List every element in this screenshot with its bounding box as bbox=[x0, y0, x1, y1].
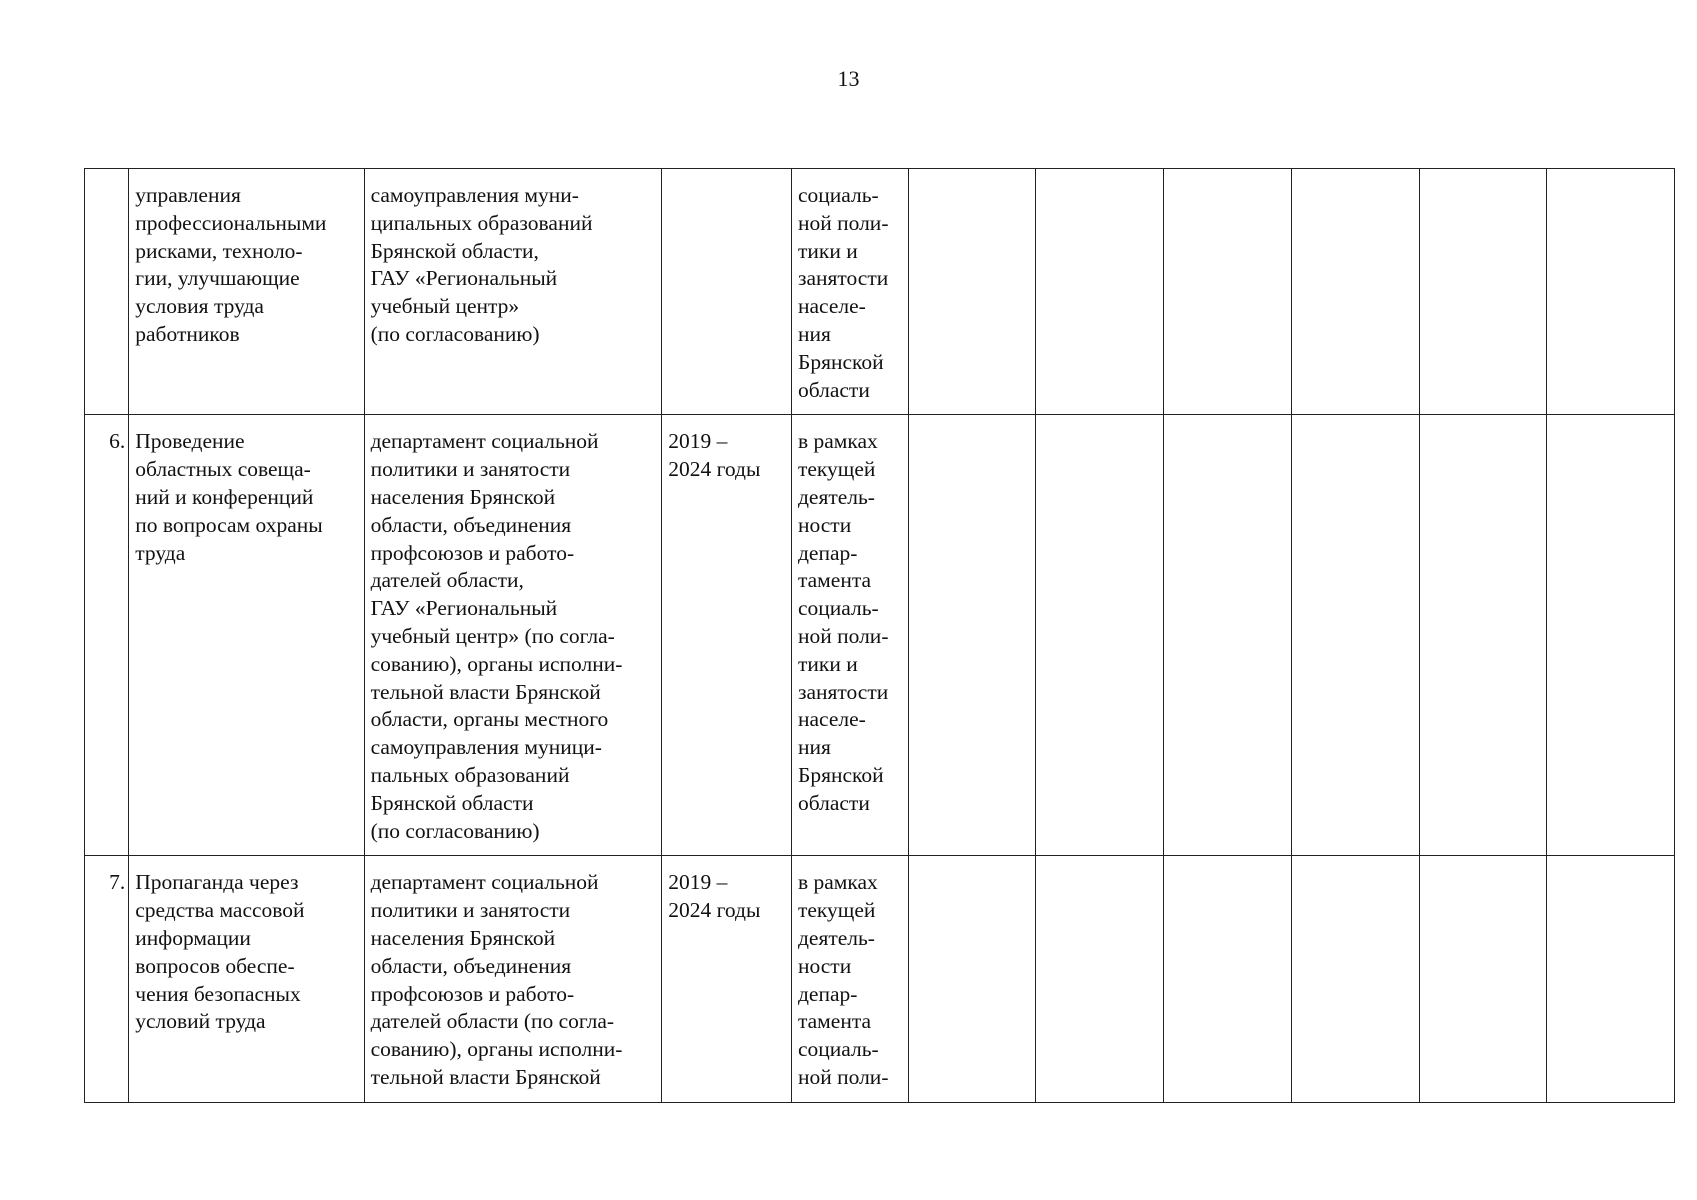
responsible-cell: самоуправления муни- ципальных образований Брянской области, ГАУ «Региональный учебный центр» (по согласованию) bbox=[364, 169, 662, 415]
term-cell: 2019 – 2024 годы bbox=[662, 856, 792, 1102]
empty-cell bbox=[1164, 415, 1292, 856]
empty-cell bbox=[1036, 415, 1164, 856]
empty-cell bbox=[908, 856, 1036, 1102]
task-cell: Пропаганда через средства массовой информации вопросов обеспе- чения безопасных условий труда bbox=[129, 856, 364, 1102]
empty-cell bbox=[1291, 169, 1419, 415]
task-cell: Проведение областных совеща- ний и конференций по вопросам охраны труда bbox=[129, 415, 364, 856]
empty-cell bbox=[1547, 169, 1675, 415]
term-cell: 2019 – 2024 годы bbox=[662, 415, 792, 856]
empty-cell bbox=[1547, 415, 1675, 856]
empty-cell bbox=[1291, 415, 1419, 856]
responsible-cell: департамент социальной политики и занятости населения Брянской области, объединения профсоюзов и работо- дателей области, ГАУ «Региональный учебный центр» (по согла- сованию), органы исполни- тельной власти Брянской области, органы местного самоуправления муници- пальных образований Брянской области (по согласованию) bbox=[364, 415, 662, 856]
empty-cell bbox=[1419, 415, 1547, 856]
empty-cell bbox=[908, 169, 1036, 415]
empty-cell bbox=[1419, 169, 1547, 415]
empty-cell bbox=[1164, 856, 1292, 1102]
row-number-cell bbox=[85, 169, 129, 415]
empty-cell bbox=[1291, 856, 1419, 1102]
empty-cell bbox=[1419, 856, 1547, 1102]
financing-cell: в рамках текущей деятель- ности депар- тамента социаль- ной поли- bbox=[791, 856, 908, 1102]
row-number-cell: 7. bbox=[85, 856, 129, 1102]
empty-cell bbox=[1036, 856, 1164, 1102]
task-cell: управления профессиональными рисками, техноло- гии, улучшающие условия труда работников bbox=[129, 169, 364, 415]
row-number-cell: 6. bbox=[85, 415, 129, 856]
financing-cell: социаль- ной поли- тики и занятости населе- ния Брянской области bbox=[791, 169, 908, 415]
table-row bbox=[85, 856, 1675, 1102]
table-row bbox=[85, 169, 1675, 415]
measures-table bbox=[84, 168, 1675, 1103]
empty-cell bbox=[1036, 169, 1164, 415]
page-number: 13 bbox=[837, 66, 860, 91]
empty-cell bbox=[1547, 856, 1675, 1102]
empty-cell bbox=[908, 415, 1036, 856]
financing-cell: в рамках текущей деятель- ности депар- тамента социаль- ной поли- тики и занятости населе- ния Брянской области bbox=[791, 415, 908, 856]
responsible-cell: департамент социальной политики и занятости населения Брянской области, объединения профсоюзов и работо- дателей области (по согла- сованию), органы исполни- тельной власти Брянской bbox=[364, 856, 662, 1102]
empty-cell bbox=[1164, 169, 1292, 415]
term-cell bbox=[662, 169, 792, 415]
table-row bbox=[85, 415, 1675, 856]
